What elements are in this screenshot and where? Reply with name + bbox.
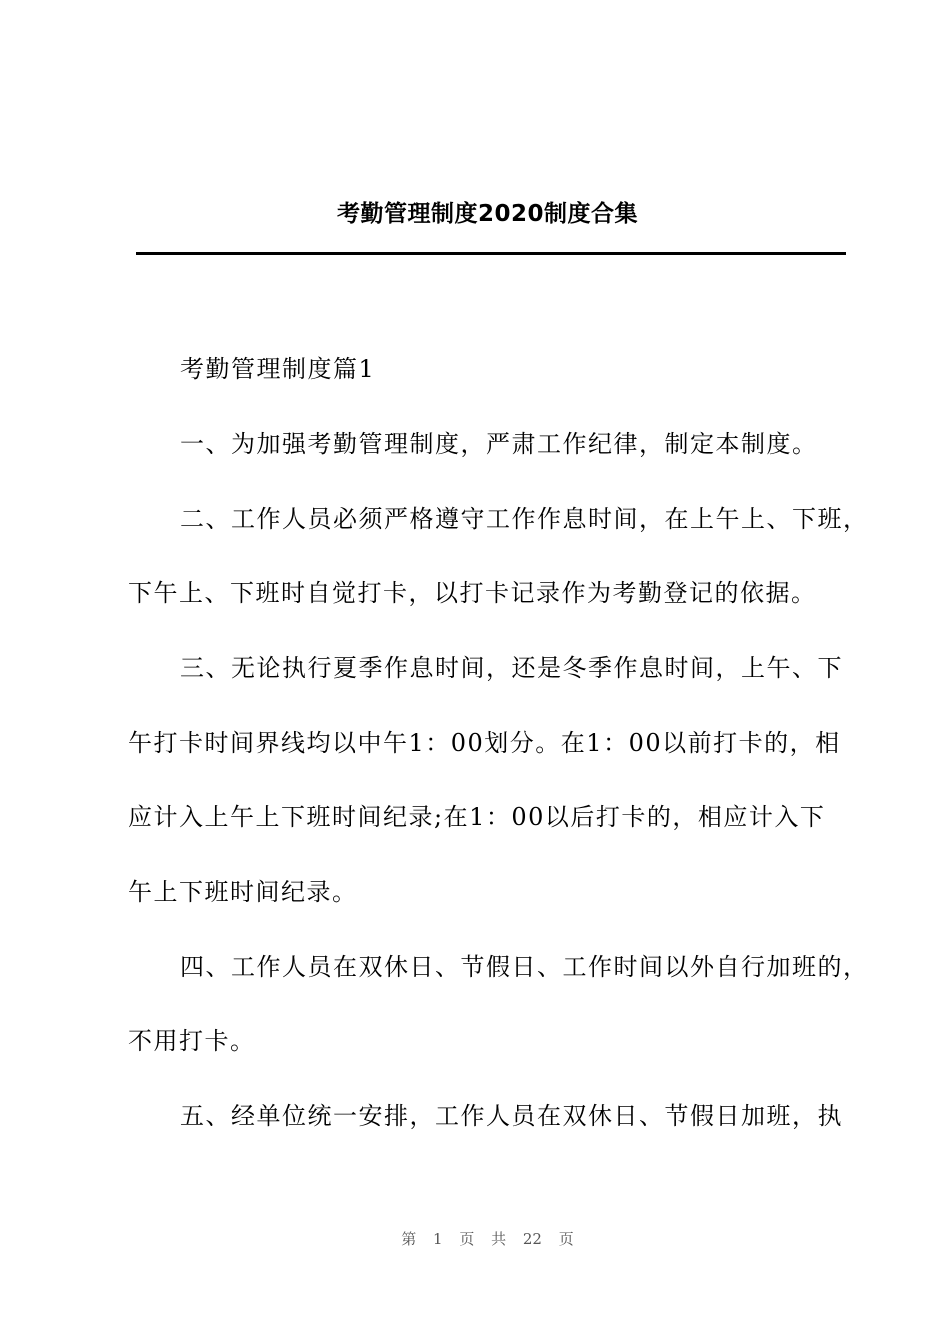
- paragraph-line: 五、经单位统一安排，工作人员在双休日、节假日加班，执: [180, 1102, 843, 1130]
- page-title: 考勤管理制度2020制度合集: [336, 201, 638, 227]
- paragraph-line: 不用打卡。: [128, 1027, 256, 1055]
- paragraph-line: 一、为加强考勤管理制度，严肃工作纪律，制定本制度。: [180, 430, 818, 458]
- section-heading: 考勤管理制度篇1: [180, 355, 376, 383]
- paragraph-line: 午上下班时间纪录。: [128, 878, 358, 906]
- page-number-footer: 第 1 页 共 22 页: [401, 1230, 574, 1248]
- paragraph-line: 午打卡时间界线均以中午1：00划分。在1：00以前打卡的，相: [128, 729, 841, 757]
- paragraph-line: 二、工作人员必须严格遵守工作作息时间，在上午上、下班，: [180, 505, 869, 533]
- title-underline: [136, 252, 846, 255]
- paragraph-line: 四、工作人员在双休日、节假日、工作时间以外自行加班的，: [180, 953, 869, 981]
- paragraph-line: 三、无论执行夏季作息时间，还是冬季作息时间，上午、下: [180, 654, 843, 682]
- paragraph-line: 下午上、下班时自觉打卡，以打卡记录作为考勤登记的依据。: [128, 579, 817, 607]
- paragraph-line: 应计入上午上下班时间纪录;在1：00以后打卡的，相应计入下: [128, 803, 826, 831]
